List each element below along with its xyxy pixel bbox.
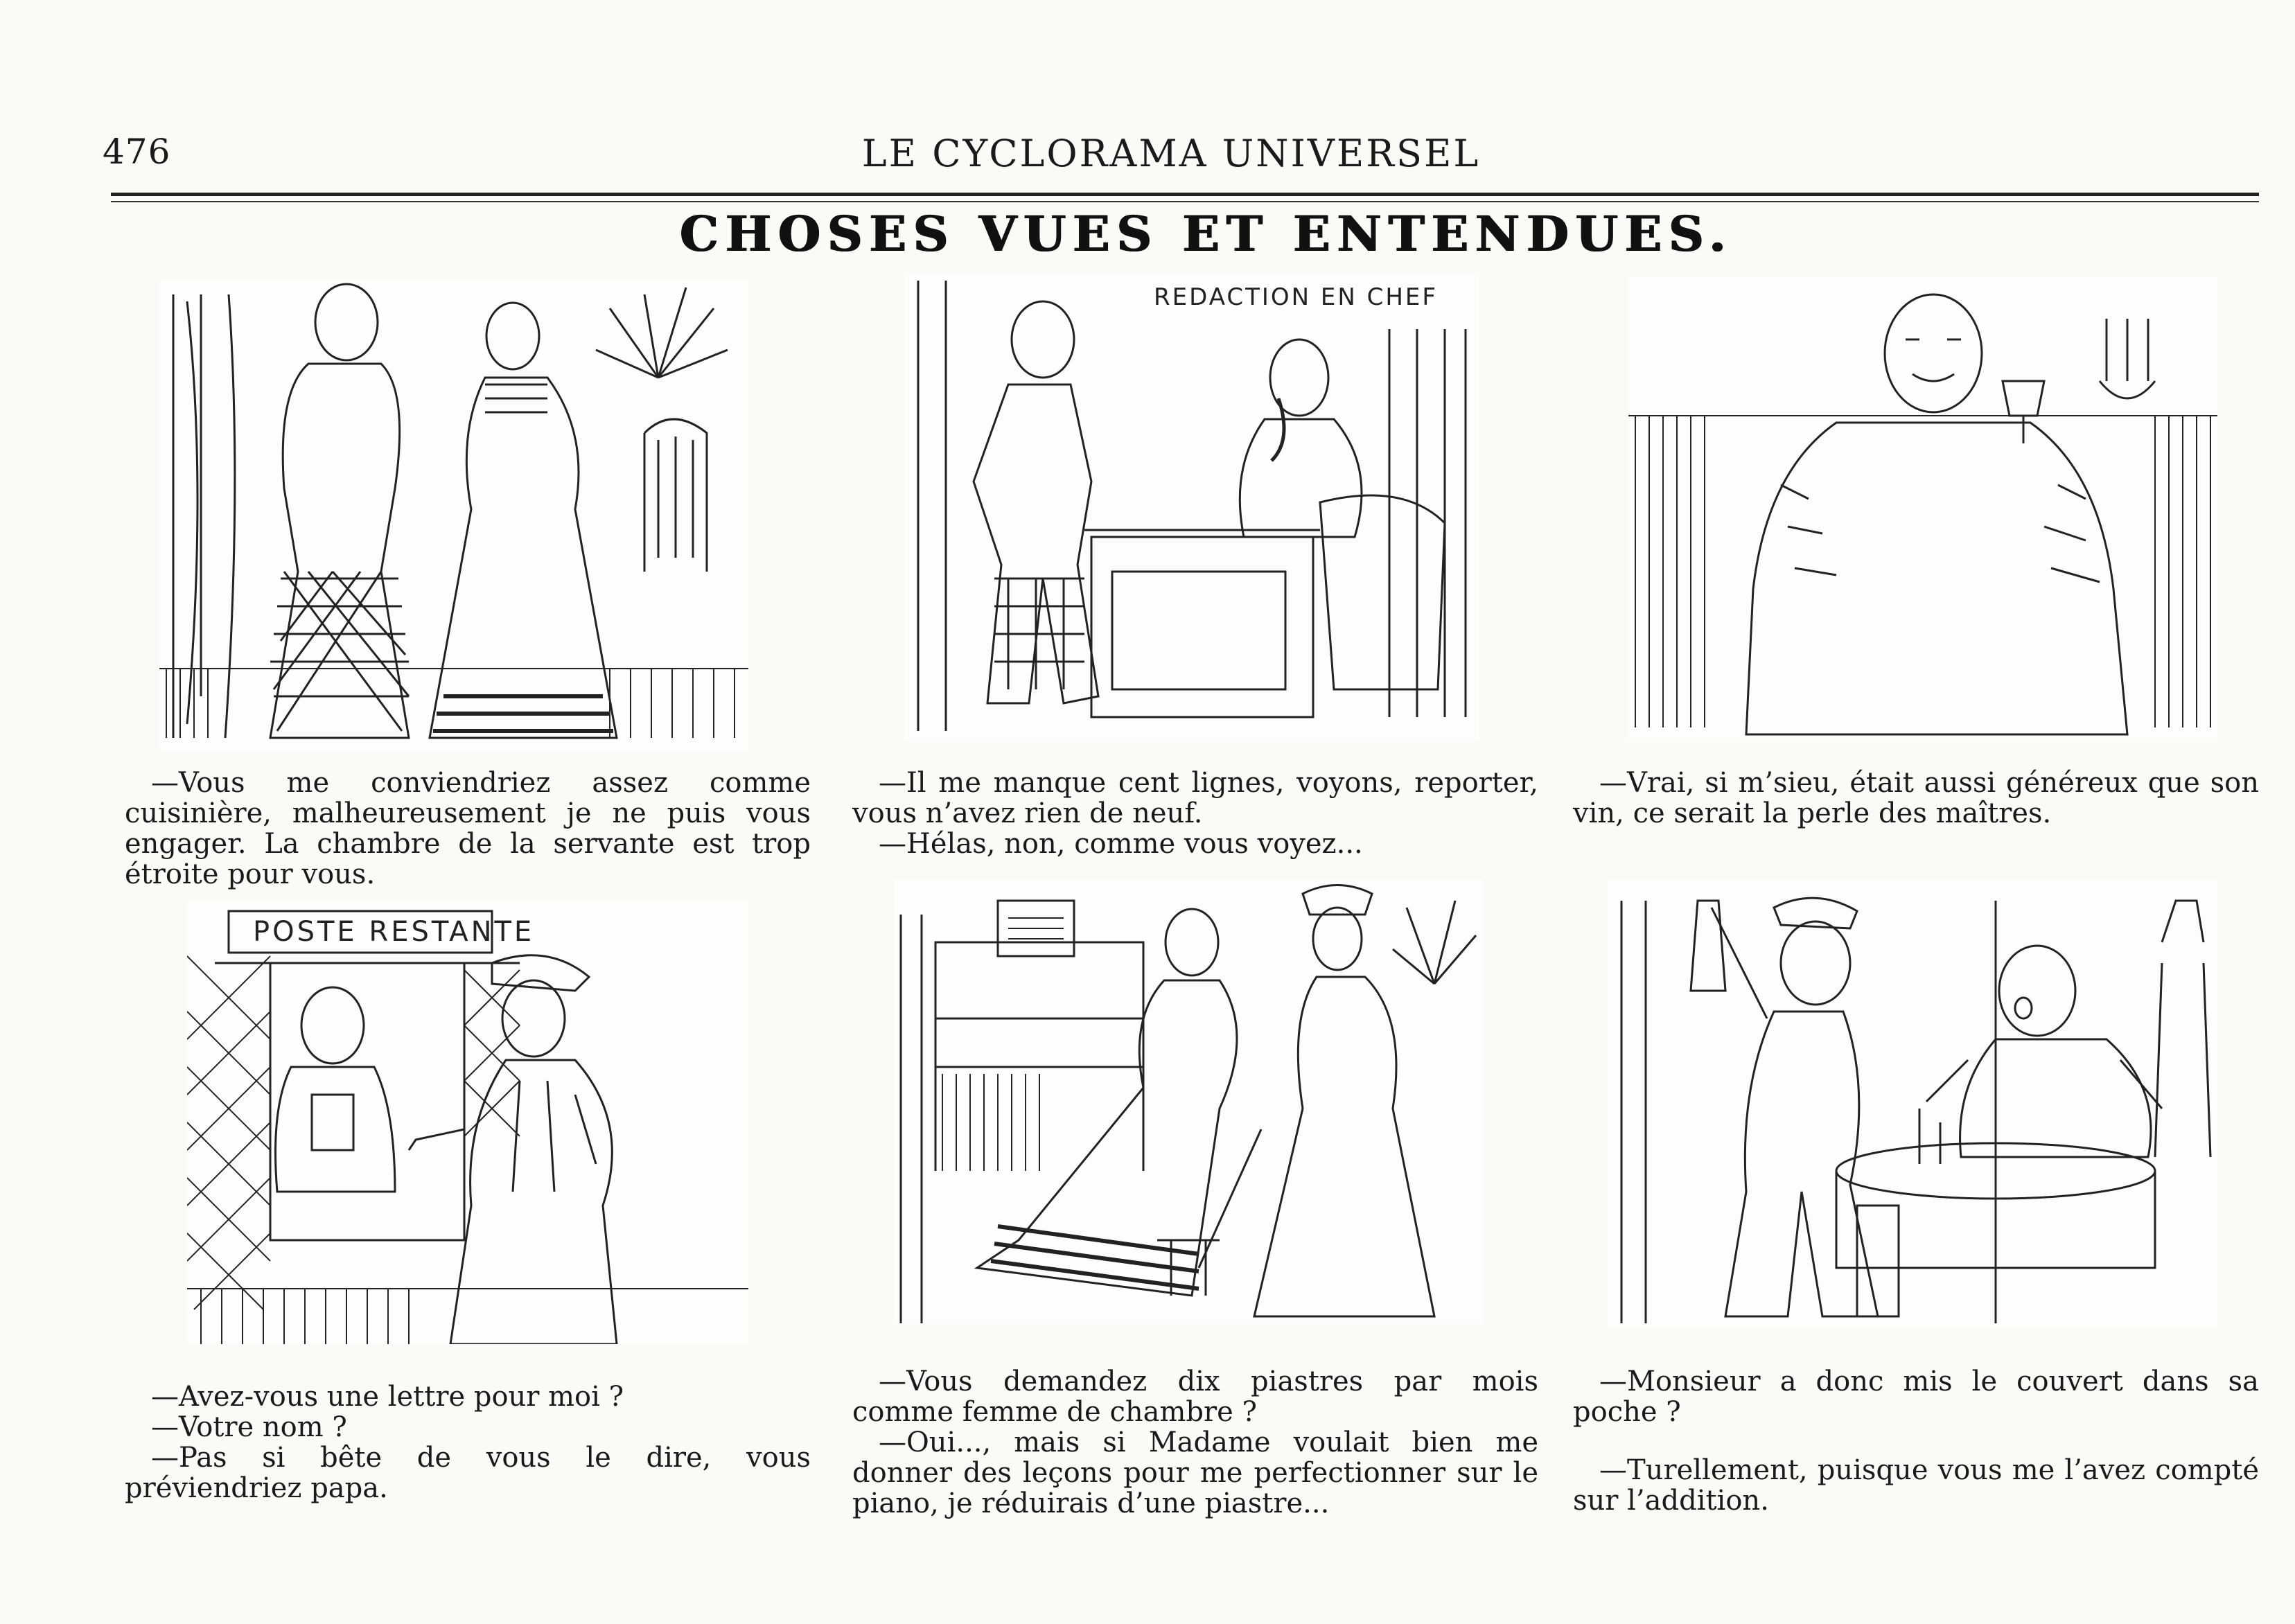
sign-redaction-en-chef: REDACTION EN CHEF — [1154, 283, 1438, 311]
page-number: 476 — [103, 132, 171, 172]
caption-4 — [125, 1382, 811, 1503]
caption-line: —Avez-vous une lettre pour moi ? — [151, 1381, 624, 1413]
caption-6 — [1573, 1366, 2259, 1516]
header-rule — [111, 193, 2259, 196]
illustration-waiter-diner — [1608, 880, 2217, 1327]
caption-line: —Monsieur a donc mis le couvert dans sa poche ? — [1573, 1366, 2259, 1428]
caption-line: —Vous demandez dix piastres par mois comme femme de chambre ? — [852, 1366, 1538, 1428]
illustration-cook-interview — [159, 281, 748, 752]
caption-2 — [852, 768, 1538, 859]
section-title: CHOSES VUES ET ENTENDUES. — [679, 205, 1732, 263]
header-rule-thin — [111, 201, 2259, 202]
caption-line: —Vrai, si m’sieu, était aussi généreux que son vin, ce serait la perle des maîtres. — [1573, 767, 2259, 829]
illustration-butler-wine — [1628, 277, 2217, 738]
caption-line: —Votre nom ? — [151, 1411, 347, 1443]
illustration-poste-restante — [187, 901, 748, 1344]
caption-line: —Hélas, non, comme vous voyez... — [879, 828, 1363, 860]
illustration-piano-scene — [894, 880, 1483, 1323]
caption-line: —Oui..., mais si Madame voulait bien me donner des leçons pour me perfectionner sur le piano, je réduirais d’une piastre... — [852, 1427, 1538, 1519]
caption-line: —Il me manque cent lignes, voyons, reporter, vous n’avez rien de neuf. — [852, 767, 1538, 829]
caption-line: —Turellement, puisque vous me l’avez compté sur l’addition. — [1573, 1454, 2259, 1517]
caption-1 — [125, 768, 811, 890]
caption-line: —Vous me conviendriez assez comme cuisinière, malheureusement je ne puis vous engager. La chambre de la servante est trop étroite pour vous. — [125, 767, 811, 890]
illustration-editor-office — [904, 274, 1479, 741]
caption-line: —Pas si bête de vous le dire, vous préviendriez papa. — [125, 1442, 811, 1504]
caption-3 — [1573, 768, 2259, 829]
running-title: LE CYCLORAMA UNIVERSEL — [861, 132, 1481, 175]
sign-poste-restante: POSTE RESTANTE — [253, 916, 535, 948]
caption-5 — [852, 1366, 1538, 1519]
